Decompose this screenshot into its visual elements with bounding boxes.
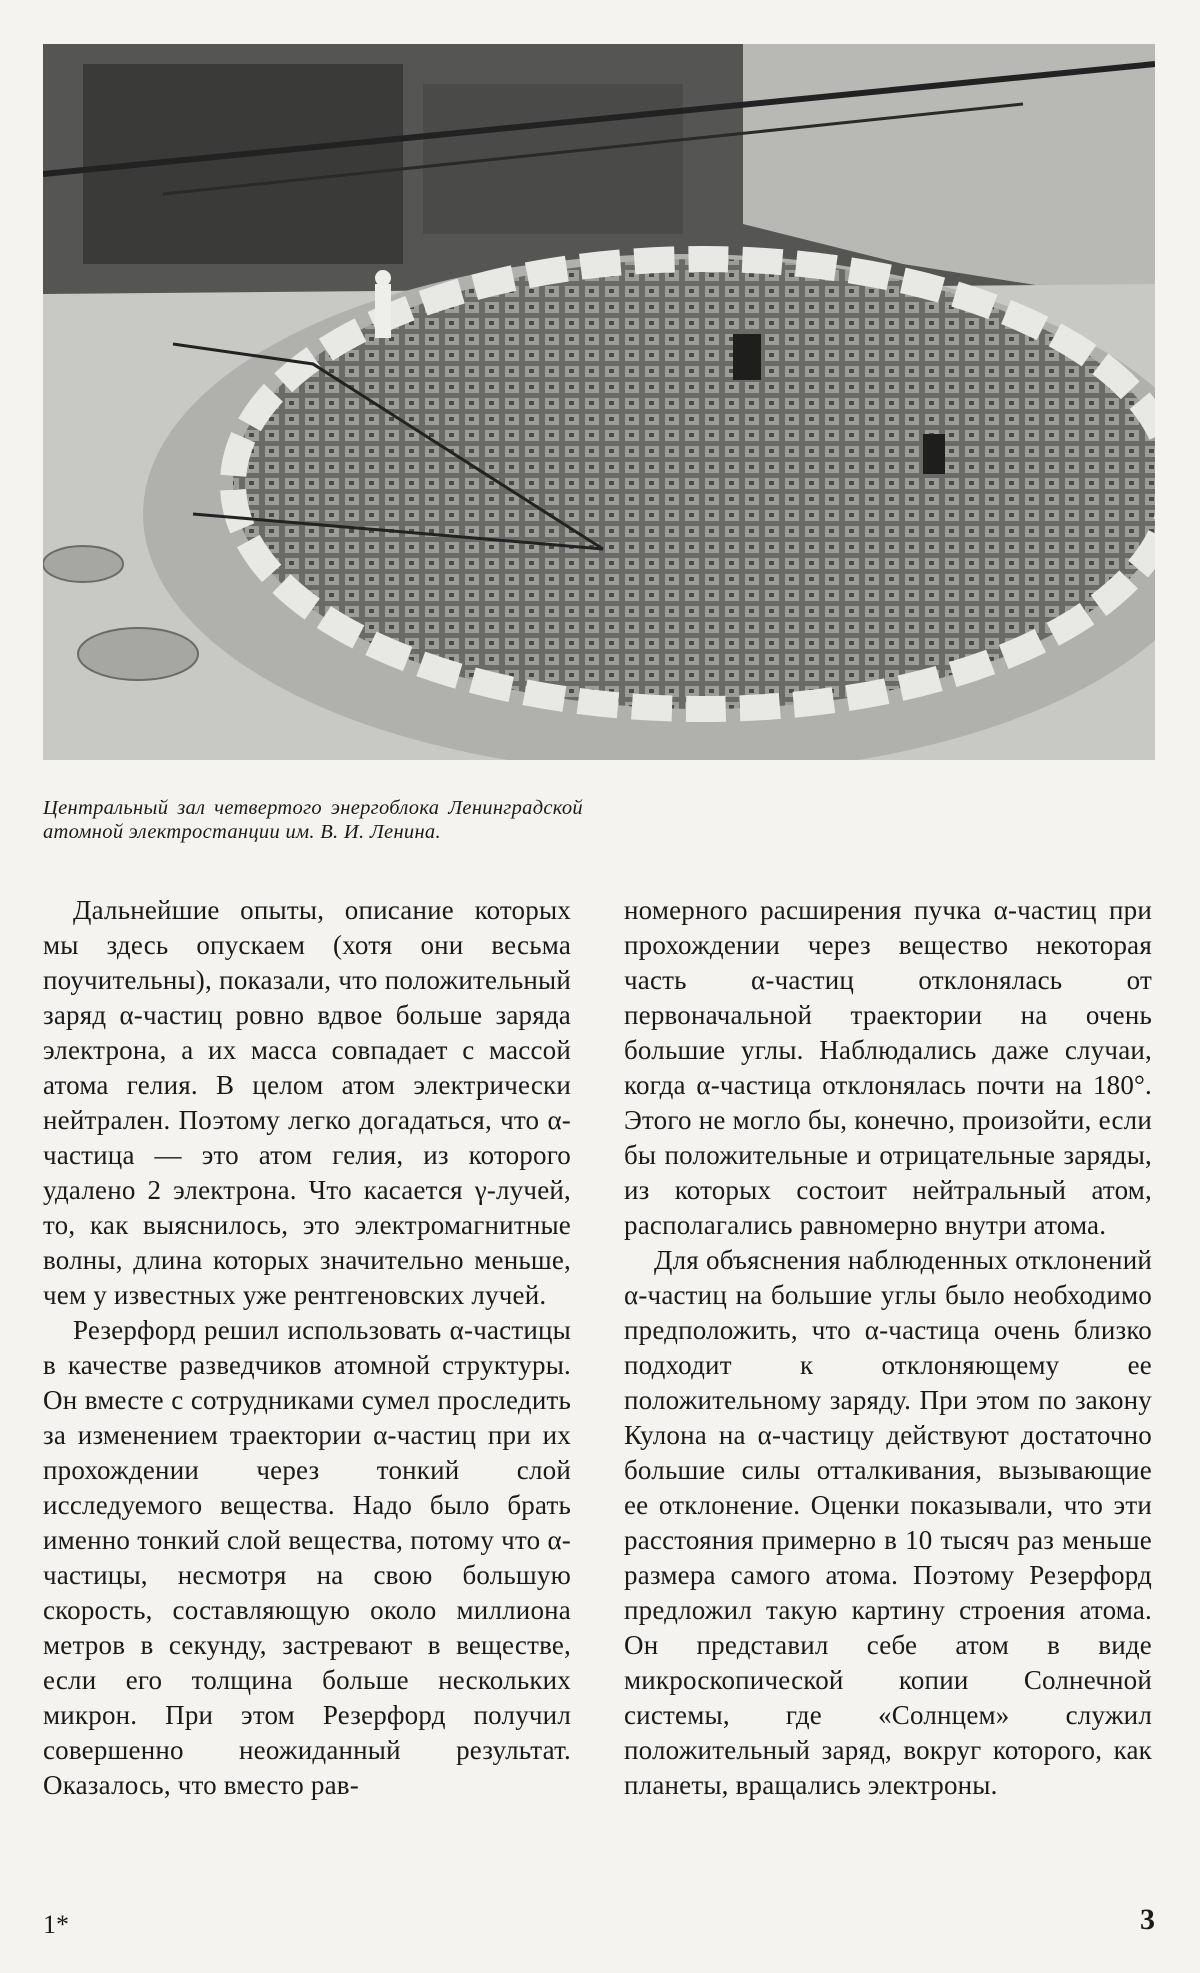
paragraph: Резерфорд решил использовать α-частицы в качестве разведчиков атомной структуры. Он вместе с сотрудниками сумел проследить за изменением траектории α-частиц при их прохождении через тонкий слой исследуемого вещества. Надо было брать именно тонкий слой вещества, потому что α-частицы, несмотря на свою большую скорость, составляющую около миллиона метров в секунду, застревают в веществе, если его толщина больше нескольких микрон. При этом Резерфорд получил совершенно неожиданный результат. Оказалось, что вместо рав- — [43, 1315, 571, 1800]
paragraph: номерного расширения пучка α-частиц при прохождении через вещество некоторая часть α-частиц отклонялась от первоначальной траектории на очень большие углы. Наблюдались даже случаи, когда α-частица отклонялась почти на 180°. Этого не могло бы, конечно, произойти, если бы положительные и отрицательные заряды, из которых состоит нейтральный атом, располагались равномерно внутри атома. — [624, 895, 1152, 1240]
paragraph: Для объяснения наблюденных отклонений α-частиц на большие углы было необходимо предположить, что α-частица очень близко подходит к отклоняющему ее положительному заряду. При этом по закону Кулона на α-частицу действуют достаточно большие силы отталкивания, вызывающие ее отклонение. Оценки показывали, что эти расстояния примерно в 10 тысяч раз меньше размера самого атома. Поэтому Резерфорд предложил такую картину строения атома. Он представил себе атом в виде микроскопической копии Солнечной системы, где «Солнцем» служил положительный заряд, вокруг которого, как планеты, вращались электроны. — [624, 1245, 1152, 1800]
signature-mark: 1* — [43, 1910, 69, 1939]
reactor-hall-photo — [43, 44, 1155, 760]
reactor-hall-illustration — [43, 44, 1155, 760]
page-number: 3 — [1140, 1903, 1155, 1936]
paragraph: Дальнейшие опыты, описание которых мы здесь опускаем (хотя они весьма поучительны), показали, что положительный заряд α-частиц ровно вдвое больше заряда электрона, а их масса совпадает с массой атома гелия. В целом атом электрически нейтрален. Поэтому легко догадаться, что α-частица — это атом гелия, из которого удалено 2 электрона. Что касается γ-лучей, то, как выяснилось, это электромагнитные волны, длина которых значительно меньше, чем у известных уже рентгеновских лучей. — [43, 895, 571, 1310]
right-text-column — [624, 893, 1152, 1803]
photo-caption: Центральный зал четвертого энергоблока Ленинградской атомной электростанции им. В. И. Ленина. — [43, 797, 583, 843]
left-text-column — [43, 893, 571, 1803]
